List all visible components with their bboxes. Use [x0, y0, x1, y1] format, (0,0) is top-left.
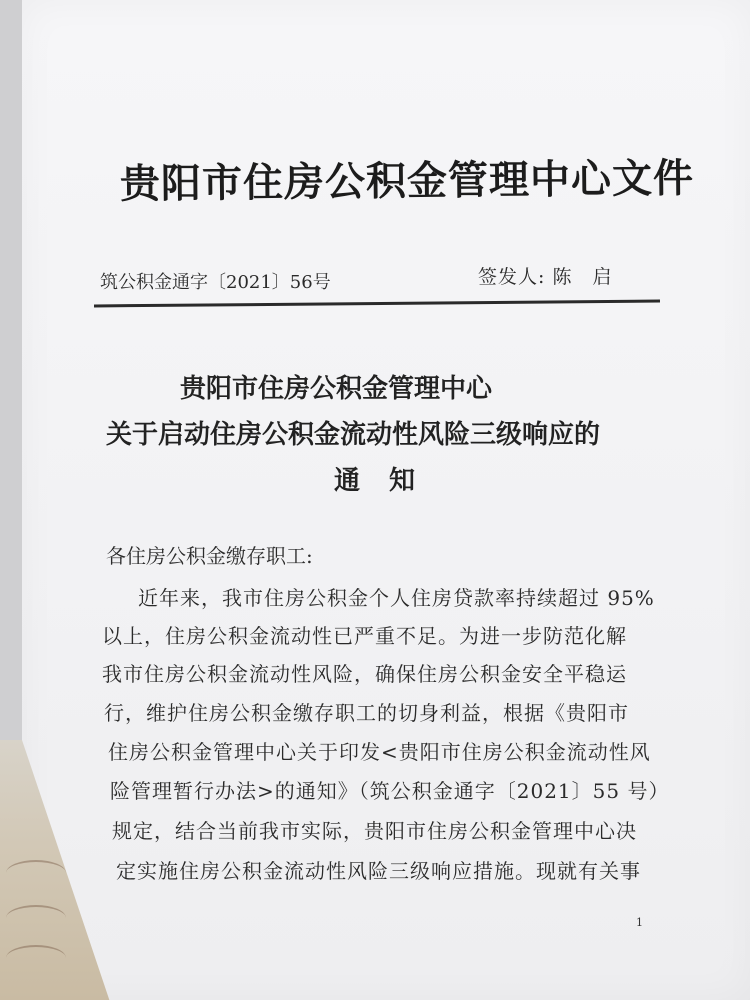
title-line-2: 关于启动住房公积金流动性风险三级响应的 — [106, 420, 601, 450]
document-masthead: 贵阳市住房公积金管理中心文件 — [119, 155, 695, 208]
body-line: 规定，结合当前我市实际，贵阳市住房公积金管理中心决 — [112, 819, 637, 843]
title-line-1: 贵阳市住房公积金管理中心 — [180, 374, 493, 404]
background-scribble — [6, 945, 66, 971]
body-line: 险管理暂行办法>的通知》（筑公积金通字〔2021〕55 号） — [110, 779, 670, 803]
body-line: 住房公积金管理中心关于印发<贵阳市住房公积金流动性风 — [108, 740, 651, 764]
body-line: 定实施住房公积金流动性风险三级响应措施。现就有关事 — [116, 859, 641, 883]
signer-line: 签发人: 陈 启 — [478, 266, 613, 288]
body-line: 行，维护住房公积金缴存职工的切身利益，根据《贵阳市 — [104, 701, 629, 725]
page-number: 1 — [636, 916, 643, 929]
title-line-3: 通 知 — [334, 466, 426, 496]
background-scribble — [6, 860, 66, 886]
document-number: 筑公积金通字〔2021〕56号 — [100, 272, 331, 293]
body-line: 我市住房公积金流动性风险，确保住房公积金安全平稳运 — [102, 662, 627, 686]
background-scribble — [6, 905, 66, 931]
body-line: 近年来，我市住房公积金个人住房贷款率持续超过 95% — [138, 586, 655, 610]
body-line: 以上，住房公积金流动性已严重不足。为进一步防范化解 — [102, 624, 627, 648]
salutation: 各住房公积金缴存职工: — [106, 544, 313, 568]
